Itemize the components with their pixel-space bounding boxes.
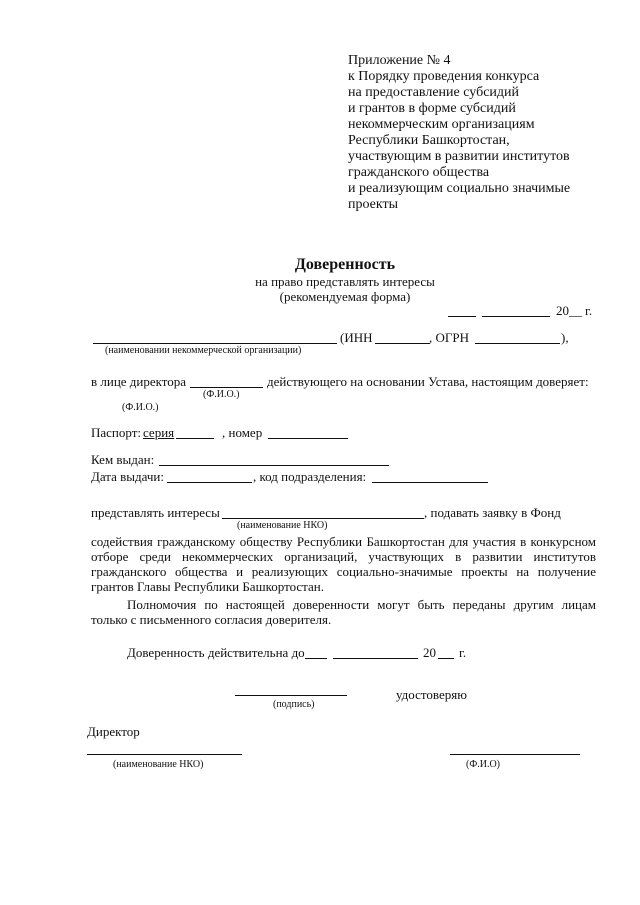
represent-para-line-4: грантов Главы Республики Башкортостан. [91,579,324,594]
inn-line[interactable] [375,343,430,344]
ogrn-label: , ОГРН [429,330,470,345]
validity-month-line[interactable] [333,658,418,659]
represent-fio-caption: (Ф.И.О.) [122,402,159,413]
passport-number-label: , номер [222,425,263,440]
director-prefix: в лице директора [91,374,187,389]
represent-prefix: представлять интересы [91,505,220,520]
appendix-line-2: к Порядку проведения конкурса [348,69,540,84]
passport-series-line[interactable] [176,438,214,439]
subdivision-code-line[interactable] [372,482,488,483]
issued-by-line[interactable] [159,465,389,466]
appendix-line-1: Приложение № 4 [348,53,451,68]
powers-line-1: Полномочия по настоящей доверенности могут быть переданы другим лицам [127,597,596,612]
certify-text: удостоверяю [396,687,467,702]
subdivision-code-label: , код подразделения: [253,469,367,484]
represent-nko-line[interactable] [222,518,424,519]
date-month-line[interactable] [482,316,550,317]
appendix-line-10: проекты [348,197,399,212]
issue-date-label: Дата выдачи: [91,469,165,484]
director-fio-caption: (Ф.И.О.) [203,389,240,400]
date-year-suffix: г. [585,303,593,318]
appendix-line-3: на предоставление субсидий [348,85,520,100]
represent-para-line-1: содействия гражданскому обществу Республики Башкортостан для участия в конкурсном [91,534,596,549]
ogrn-line[interactable] [475,343,560,344]
date-year: 20__ [556,303,582,318]
director-fio-sign-caption: (Ф.И.О) [466,759,501,770]
represent-para-line-3: гражданского общества и реализующих социально-значимые проекты на получение [91,564,596,579]
passport-label: Паспорт: [91,425,142,440]
issued-by-label: Кем выдан: [91,452,155,467]
director-fio-sign-line[interactable] [450,754,580,755]
document-form-note: (рекомендуемая форма) [279,289,411,304]
appendix-line-4: и грантов в форме субсидий [348,101,516,116]
represent-para-line-2: отборе среди некоммерческих организаций, участвующих в развитии институтов [91,549,596,564]
passport-series-label: серия [143,425,175,440]
org-name-caption: (наименовании некоммерческой организации) [105,345,302,356]
director-text: действующего на основании Устава, настоящим доверяет: [267,374,589,389]
issue-date-line[interactable] [167,482,252,483]
appendix-line-7: участвующим в развитии институтов [348,149,570,164]
represent-suffix: , подавать заявку в Фонд [424,505,561,520]
represent-nko-caption: (наименование НКО) [237,520,328,531]
validity-label: Доверенность действительна до [127,645,305,660]
validity-day-line[interactable] [305,658,327,659]
appendix-line-6: Республики Башкортостан, [348,133,510,148]
signature-caption: (подпись) [273,699,315,710]
powers-line-2: только с письменного согласия доверителя. [91,612,332,627]
appendix-line-8: гражданского общества [348,165,490,180]
appendix-block [348,53,628,223]
passport-number-line[interactable] [268,438,348,439]
director-fio-line[interactable] [190,387,263,388]
appendix-line-5: некоммерческим организациям [348,117,535,132]
appendix-line-9: и реализующим социально значимые [348,181,571,196]
document-subtitle: на право представлять интересы [255,274,435,289]
director-label: Директор [87,724,140,739]
inn-label: (ИНН [340,330,373,345]
org-name-line[interactable] [93,343,337,344]
director-org-caption: (наименование НКО) [113,759,204,770]
director-org-line[interactable] [87,754,242,755]
org-line-close: ), [561,330,569,345]
date-day-line[interactable] [448,316,476,317]
validity-year-line[interactable] [438,658,454,659]
validity-suffix: г. [459,645,467,660]
document-title: Доверенность [294,256,396,273]
validity-year: 20 [423,645,436,660]
signature-line[interactable] [235,695,347,696]
